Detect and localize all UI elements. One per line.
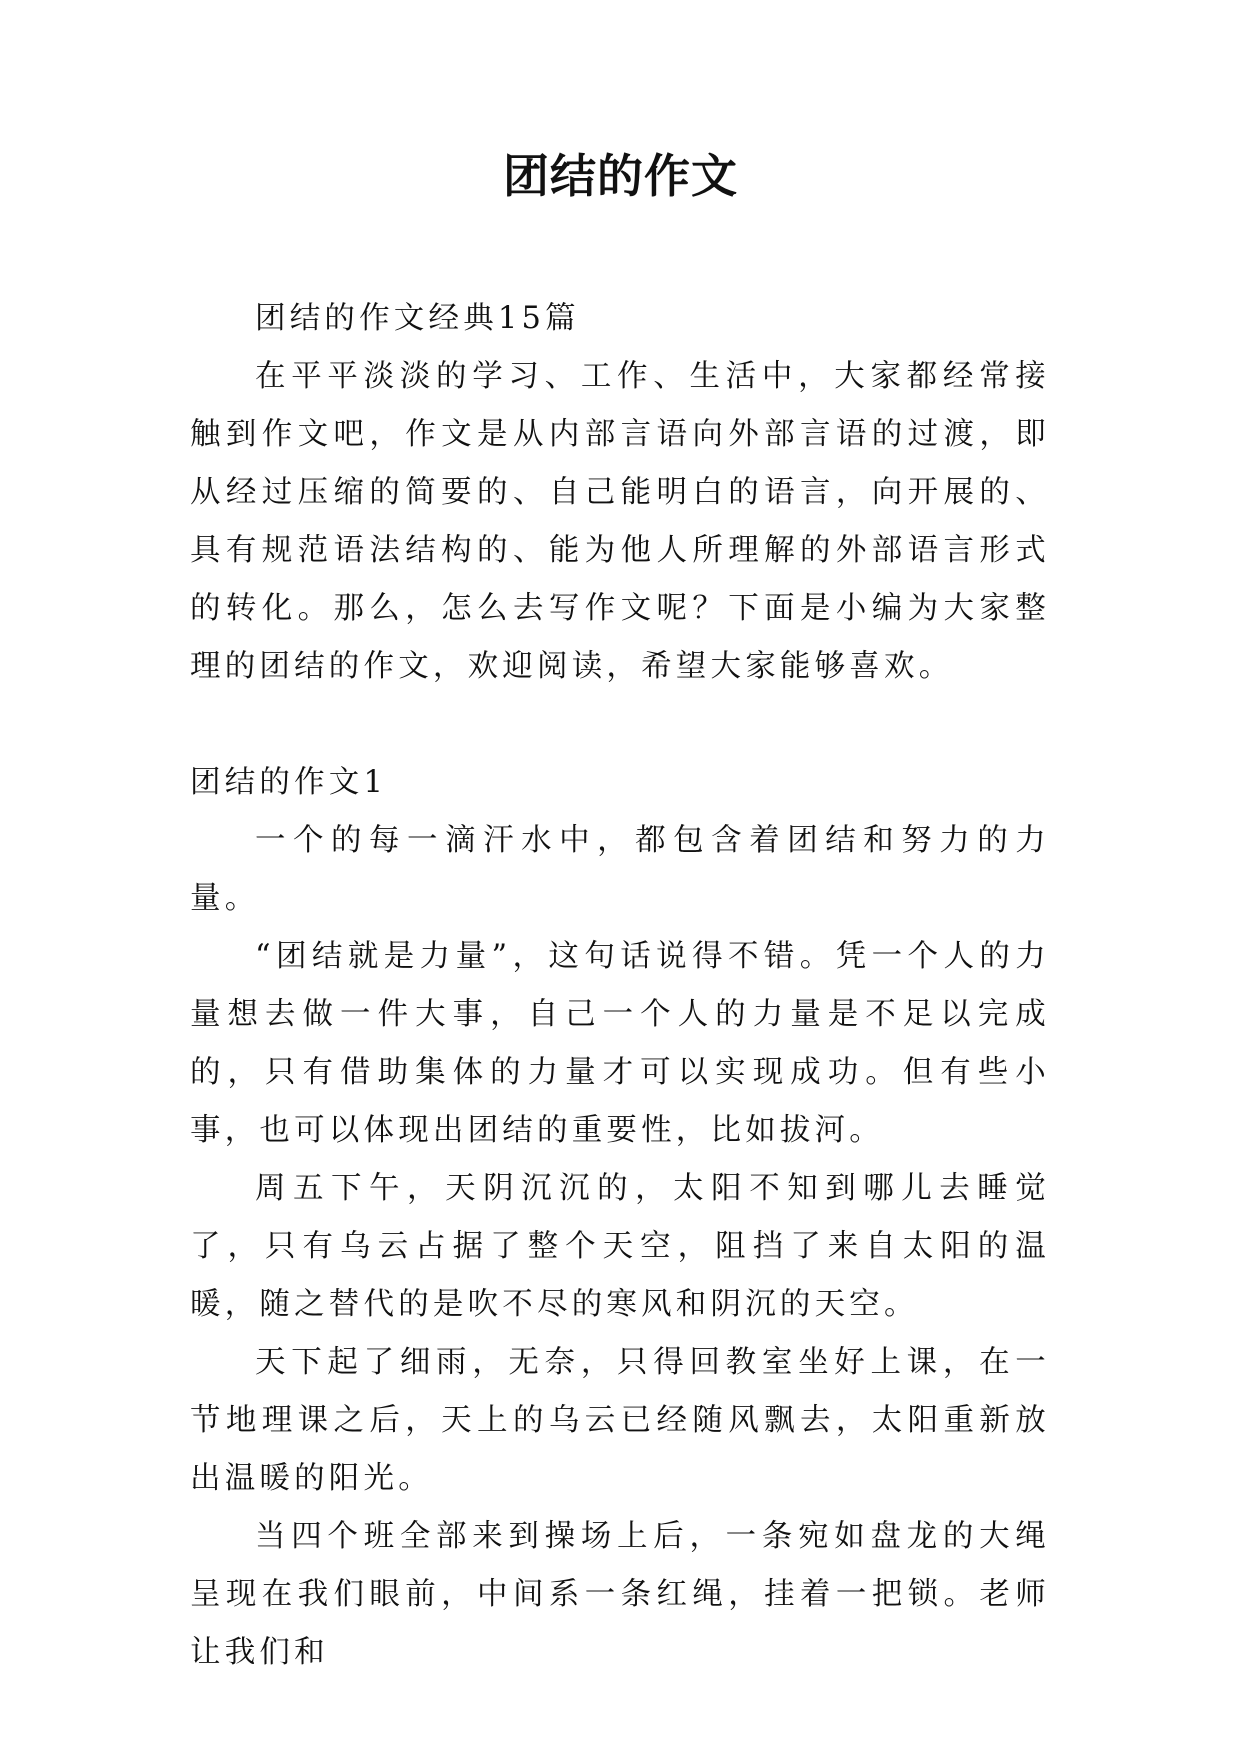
section-heading: 团结的作文1	[190, 765, 388, 800]
document-body	[190, 290, 1050, 1682]
intro-paragraph: 在平平淡淡的学习、工作、生活中，大家都经常接触到作文吧，作文是从内部言语向外部言语的过渡，即从经过压缩的简要的、自己能明白的语言，向开展的、具有规范语法结构的、能为他人所理解的外部语言形式的转化。那么，怎么去写作文呢？下面是小编为大家整理的团结的作文，欢迎阅读，希望大家能够喜欢。	[190, 359, 1050, 684]
section-paragraph: 当四个班全部来到操场上后，一条宛如盘龙的大绳呈现在我们眼前，中间系一条红绳，挂着一把锁。老师让我们和	[190, 1519, 1050, 1670]
section-paragraph: 周五下午，天阴沉沉的，太阳不知到哪儿去睡觉了，只有乌云占据了整个天空，阻挡了来自太阳的温暖，随之替代的是吹不尽的寒风和阴沉的天空。	[190, 1171, 1050, 1322]
document-title: 团结的作文	[503, 149, 738, 203]
section-paragraph: “团结就是力量”，这句话说得不错。凭一个人的力量想去做一件大事，自己一个人的力量是不足以完成的，只有借助集体的力量才可以实现成功。但有些小事，也可以体现出团结的重要性，比如拔河。	[190, 939, 1050, 1148]
section-paragraph: 天下起了细雨，无奈，只得回教室坐好上课，在一节地理课之后，天上的乌云已经随风飘去，太阳重新放出温暖的阳光。	[190, 1345, 1050, 1496]
document-subtitle: 团结的作文经典15篇	[255, 301, 580, 336]
section-paragraph: 一个的每一滴汗水中，都包含着团结和努力的力量。	[190, 823, 1050, 916]
